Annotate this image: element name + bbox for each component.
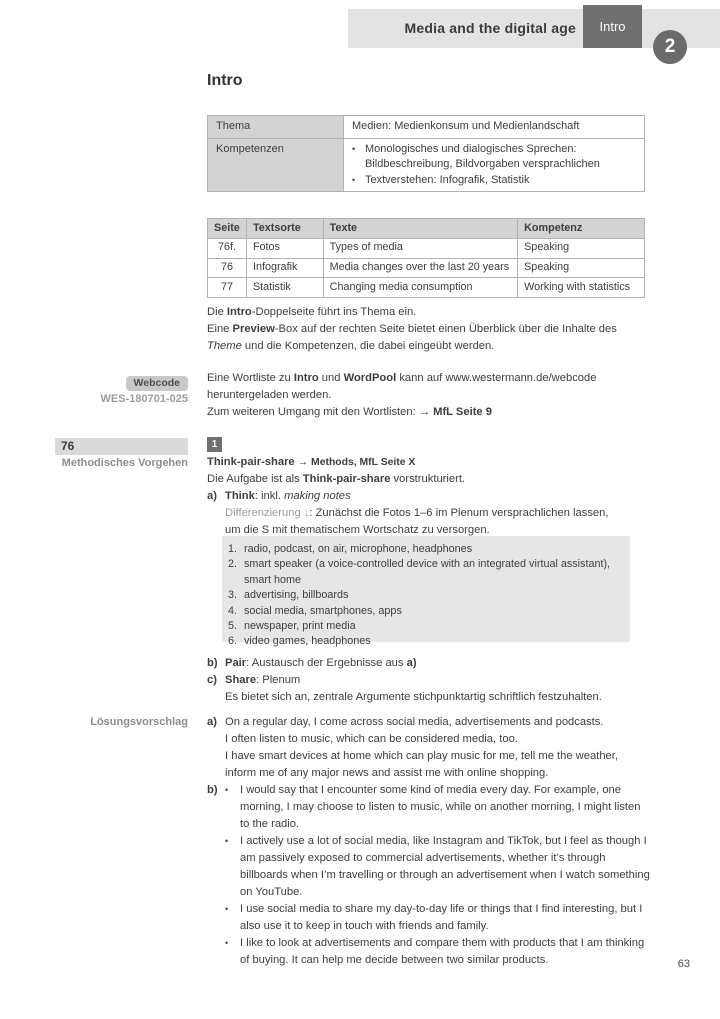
chapter-number-badge: 2 — [653, 30, 687, 64]
bullet-text: I would say that I encounter some kind of media every day. For example, one morning, I may choose to listen to music, while on another morning, I might listen to the radio. — [240, 784, 641, 830]
table-header-row — [208, 219, 645, 239]
table-row — [208, 116, 645, 139]
list-item — [225, 782, 651, 833]
item-label: b) — [207, 657, 218, 669]
list-item — [225, 901, 651, 935]
list-text: smart speaker (a voice-controlled device with an integrated virtual assistant), smart home — [244, 558, 611, 586]
list-item — [225, 935, 651, 969]
list-number: 3. — [228, 589, 238, 602]
list-item — [352, 142, 636, 173]
table-cell: Changing media consumption — [323, 278, 517, 298]
solution-section-label: Lösungsvorschlag — [90, 716, 188, 728]
differenzierung-note: Differenzierung ↓: Zunächst die Fotos 1–6 im Plenum versprachlichen lassen, um die S mit thematischem Wortschatz zu versorgen. — [225, 507, 609, 536]
task-item-c — [207, 672, 649, 689]
method-section-label: Methodisches Vorgehen — [61, 457, 188, 469]
bullet-icon: • — [225, 836, 229, 846]
task-item-b — [207, 655, 649, 672]
item-text: Pair: Austausch der Ergebnisse aus a) — [225, 657, 417, 669]
bullet-text: I actively use a lot of social media, like Instagram and TikTok, but I feel as though I am passively exposed to commercial advertisements, whether it’s through billboards when I’m travelling or through an advertisement when I watch something on YouTube. — [240, 835, 650, 898]
table-cell: Fotos — [246, 238, 323, 258]
thema-label-cell: Thema — [208, 116, 344, 139]
column-header: Kompetenz — [518, 219, 645, 239]
chapter-title: Media and the digital age — [404, 20, 576, 36]
bullet-icon: • — [225, 785, 229, 795]
table-row — [208, 238, 645, 258]
list-item — [228, 634, 626, 649]
content-table — [207, 218, 645, 298]
webcode-value: WES-180701-025 — [100, 393, 188, 405]
bullet-icon: • — [352, 174, 356, 185]
photo-vocabulary-box — [222, 536, 630, 648]
solution-b-bullets — [225, 782, 651, 969]
list-number: 5. — [228, 620, 238, 633]
paragraph-line: Zum weiteren Umgang mit den Wortlisten: → MfL Seite 9 — [207, 406, 492, 418]
kompetenz-item: Textverstehen: Infografik, Statistik — [365, 173, 530, 186]
kompetenzen-label-cell: Kompetenzen — [208, 138, 344, 192]
paragraph-line: Eine Preview-Box auf der rechten Seite bietet einen Überblick über die Inhalte des Theme und die Kompetenzen, die dabei eingeübt werden. — [207, 323, 617, 352]
solution-a-text — [225, 714, 651, 782]
list-text: social media, smartphones, apps — [244, 604, 402, 617]
item-text: Share: Plenum — [225, 674, 301, 686]
table-cell: Statistik — [246, 278, 323, 298]
kompetenzen-value-cell — [344, 138, 645, 192]
list-item — [228, 588, 626, 603]
list-number: 1. — [228, 543, 238, 555]
table-cell: 76f. — [208, 238, 247, 258]
solution-line: I have smart devices at home which can play music for me, tell me the weather, inform me of any major news and assist me with online shopping. — [225, 750, 618, 779]
item-label: a) — [207, 716, 217, 728]
item-label: a) — [207, 490, 217, 502]
table-row — [208, 138, 645, 192]
bullet-text: I use social media to share my day-to-day life or things that I find interesting, but I also use it to keep in touch with friends and family. — [240, 903, 643, 932]
list-text: advertising, billboards — [244, 589, 349, 602]
column-header: Textsorte — [246, 219, 323, 239]
task-item-a — [207, 488, 649, 505]
paragraph-line: Eine Wortliste zu Intro und WordPool kann auf www.westermann.de/webcode heruntergeladen werden. — [207, 372, 597, 401]
webcode-pill: Webcode — [126, 376, 188, 391]
solution-line: On a regular day, I come across social media, advertisements and podcasts. — [225, 716, 604, 728]
list-item — [352, 173, 636, 189]
column-header: Texte — [323, 219, 517, 239]
paragraph-line: Die Intro-Doppelseite führt ins Thema ein. — [207, 306, 417, 318]
list-number: 4. — [228, 604, 238, 617]
list-number: 6. — [228, 635, 238, 648]
webcode-paragraph — [207, 370, 649, 421]
intro-paragraph — [207, 304, 649, 355]
list-item — [228, 619, 626, 634]
student-book-page-ref: 76 — [55, 438, 188, 455]
bullet-icon: • — [225, 938, 229, 948]
table-cell: Infografik — [246, 258, 323, 278]
page-title: Intro — [207, 72, 243, 89]
task-intro-line: Die Aufgabe ist als Think-pair-share vorstrukturiert. — [207, 473, 466, 485]
section-tab: Intro — [583, 5, 642, 48]
table-cell: Speaking — [518, 258, 645, 278]
list-item — [228, 557, 626, 588]
table-cell: 76 — [208, 258, 247, 278]
task-number-badge: 1 — [207, 437, 222, 452]
item-label: c) — [207, 674, 217, 686]
info-table — [207, 115, 645, 192]
list-text: radio, podcast, on air, microphone, headphones — [244, 543, 473, 555]
page-number: 63 — [677, 958, 690, 970]
list-item — [228, 604, 626, 619]
list-item — [225, 833, 651, 901]
kompetenz-item: Monologisches und dialogisches Sprechen: Bildbeschreibung, Bildvorgaben versprachlichen — [365, 142, 600, 170]
table-cell: Types of media — [323, 238, 517, 258]
bullet-text: I like to look at advertisements and compare them with products that I am thinking of buying. It can help me decide between two similar products. — [240, 937, 645, 966]
bullet-icon: • — [352, 143, 356, 154]
column-header: Seite — [208, 219, 247, 239]
solution-item-a — [207, 714, 651, 782]
table-cell: 77 — [208, 278, 247, 298]
list-item — [228, 542, 626, 557]
table-row — [208, 258, 645, 278]
table-cell: Working with statistics — [518, 278, 645, 298]
bullet-icon: • — [225, 904, 229, 914]
thema-value-cell: Medien: Medienkonsum und Medienlandschaft — [344, 116, 645, 139]
list-number: 2. — [228, 558, 238, 571]
item-text: Think: inkl. making notes — [225, 490, 351, 502]
list-text: video games, headphones — [244, 635, 371, 648]
webcode-sidebar — [40, 373, 188, 405]
task-heading: Think-pair-share → Methods, MfL Seite X — [207, 456, 416, 468]
list-text: newspaper, print media — [244, 620, 356, 633]
item-label: b) — [207, 784, 218, 796]
solution-line: I often listen to music, which can be considered media, too. — [225, 733, 518, 745]
table-row — [208, 278, 645, 298]
table-cell: Media changes over the last 20 years — [323, 258, 517, 278]
solution-item-b — [207, 782, 651, 969]
share-note: Es bietet sich an, zentrale Argumente stichpunktartig schriftlich festzuhalten. — [225, 691, 602, 703]
table-cell: Speaking — [518, 238, 645, 258]
